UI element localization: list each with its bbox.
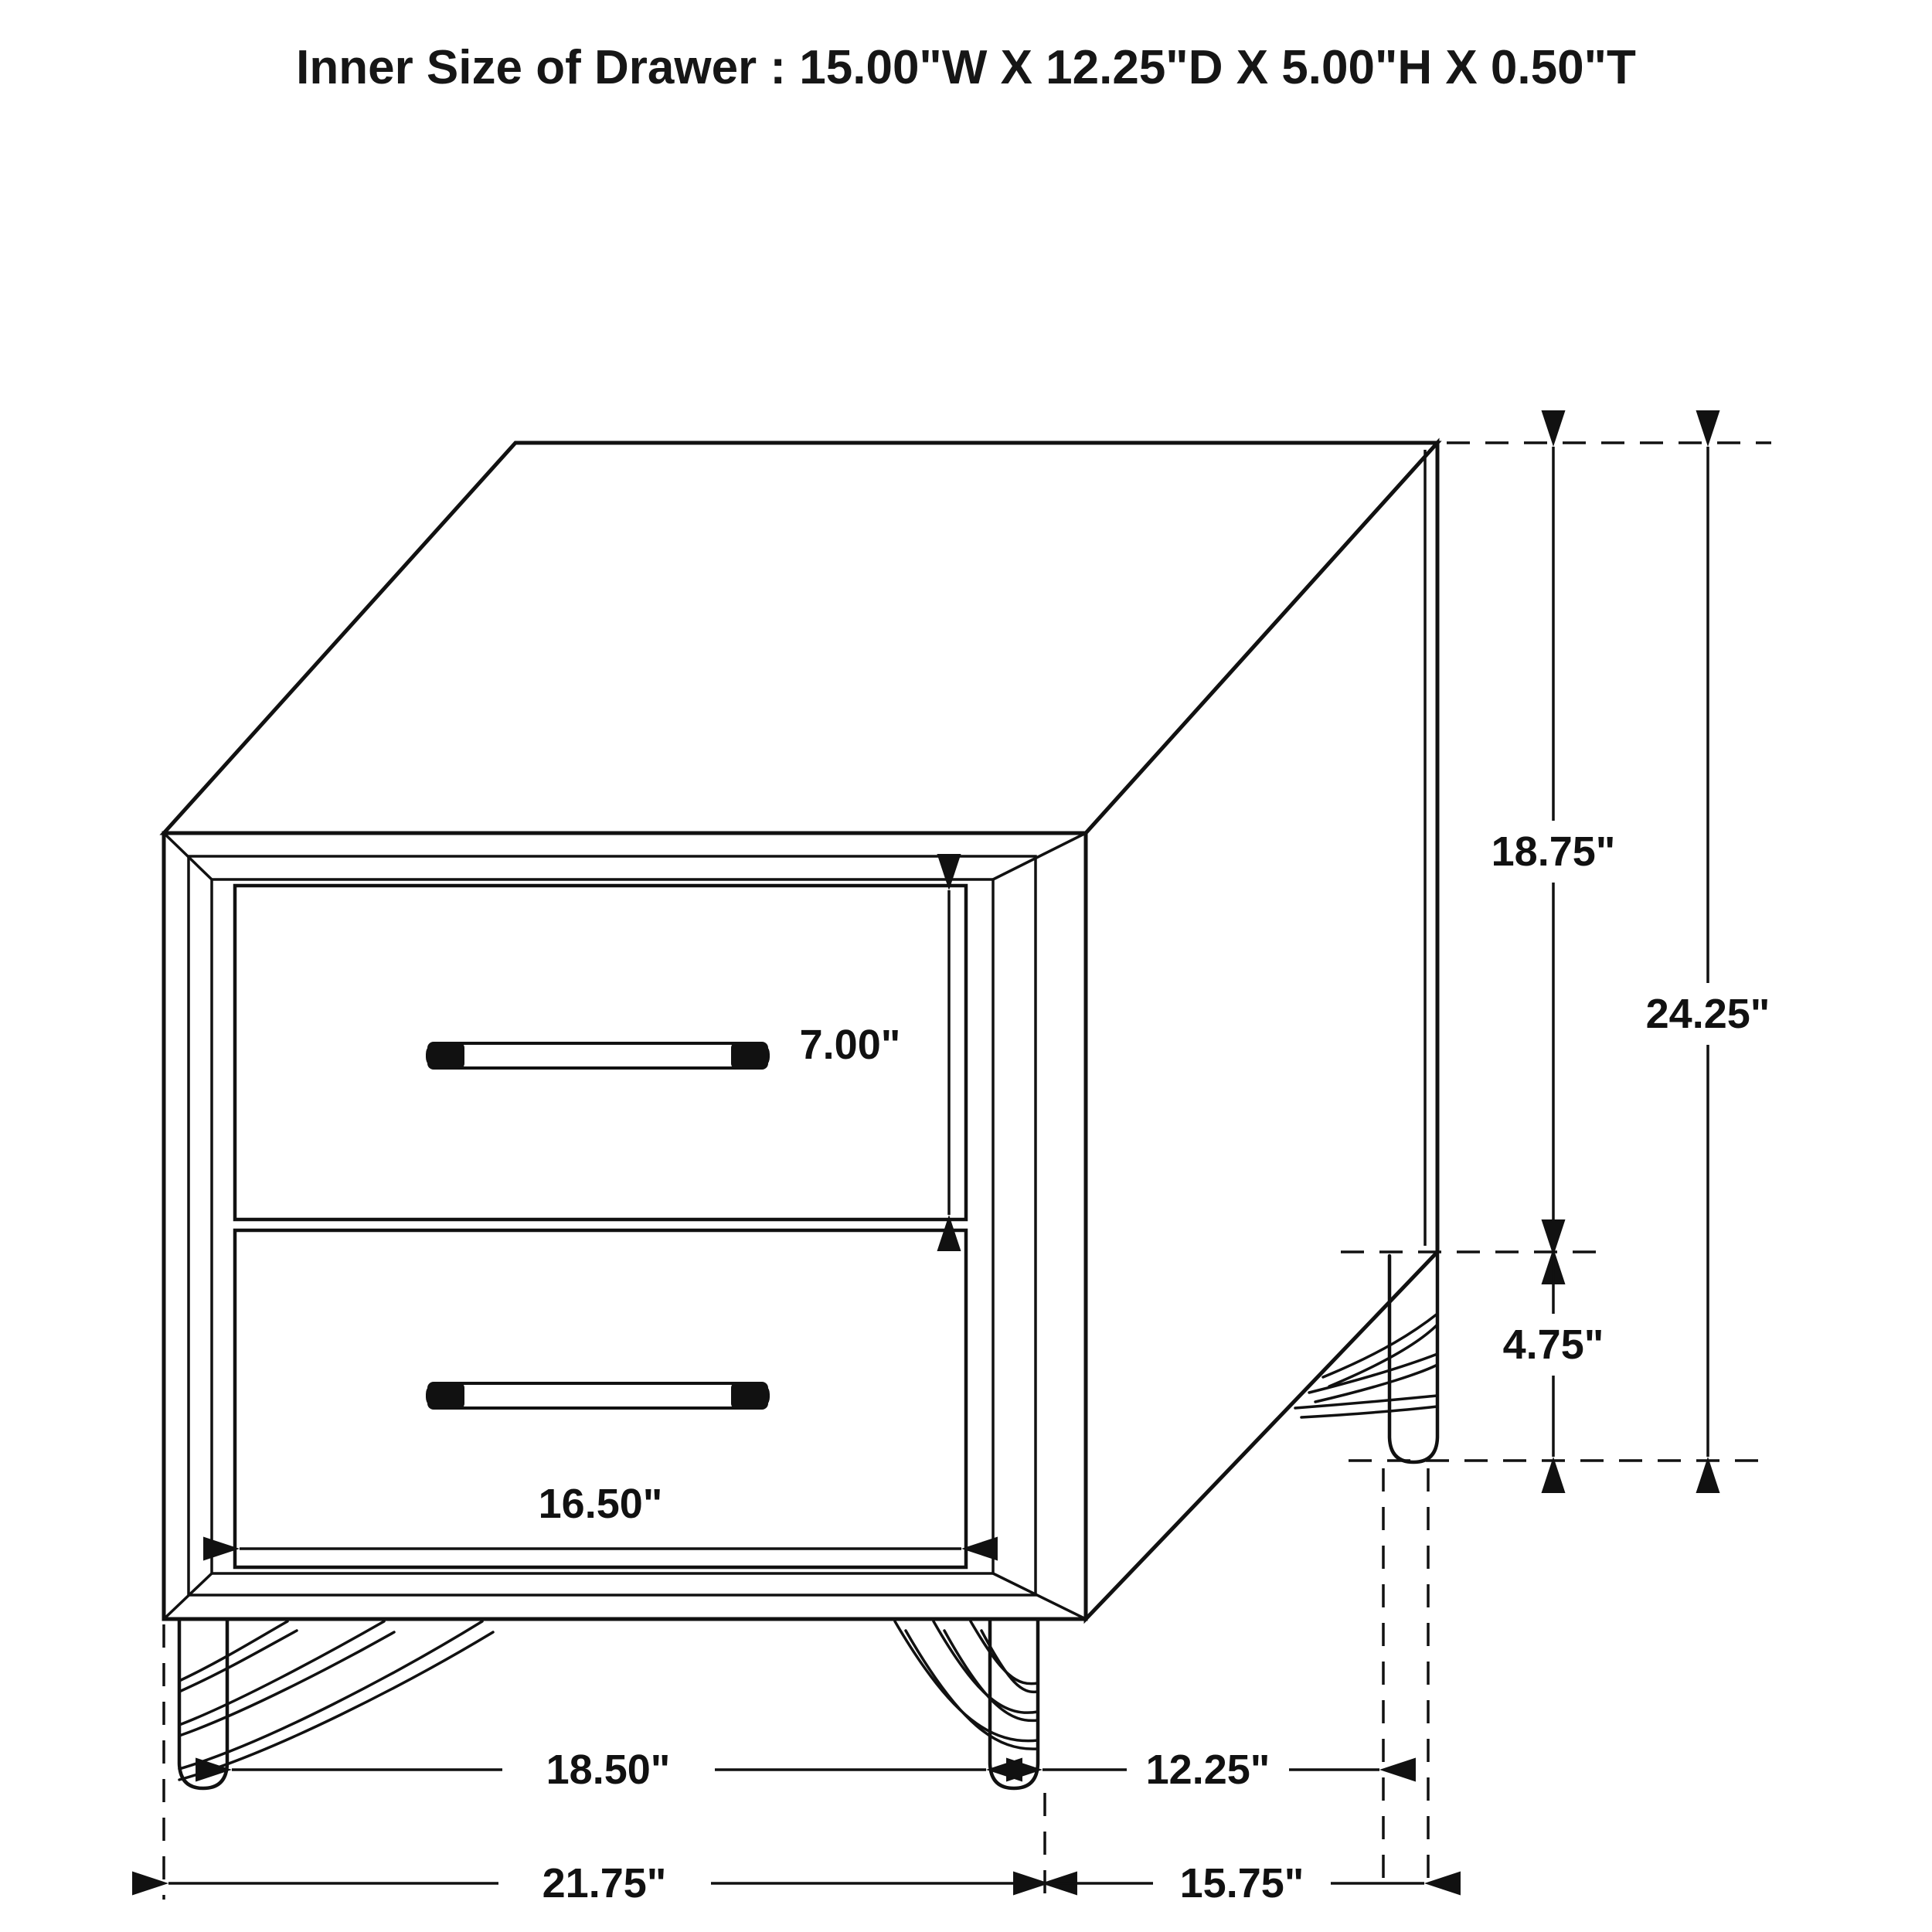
- dim-label-side-leg-span: 12.25": [1145, 1747, 1270, 1793]
- dimension-overall-depth: [1049, 1860, 1424, 1906]
- dim-label-case-height: 18.75": [1491, 828, 1616, 875]
- dimension-overall-width: [168, 1860, 1041, 1906]
- dimension-front-leg-span: [232, 1747, 986, 1793]
- dimension-leg-height: [1503, 1256, 1604, 1457]
- drawer-top-handle-icon: [427, 1042, 768, 1070]
- drawer-bottom-handle-icon: [427, 1382, 768, 1410]
- dimension-overall-height: [1646, 447, 1770, 1457]
- front-right-leg: [895, 1621, 1038, 1788]
- dimension-side-leg-span: [1043, 1747, 1379, 1793]
- dim-label-front-leg-span: 18.50": [546, 1747, 671, 1793]
- dim-label-overall-depth: 15.75": [1179, 1860, 1304, 1906]
- dim-label-leg-height: 4.75": [1502, 1321, 1604, 1368]
- dim-label-overall-width: 21.75": [542, 1860, 667, 1906]
- front-right-leg-rattan-wrap-icon: [895, 1621, 1038, 1749]
- diagram-title: Inner Size of Drawer : 15.00"W X 12.25"D X 5.00"H X 0.50"T: [296, 41, 1636, 94]
- dimension-case-height: [1492, 447, 1616, 1248]
- dim-label-overall-height: 24.25": [1645, 991, 1770, 1037]
- dim-label-drawer-height: 7.00": [799, 1022, 901, 1068]
- front-left-leg: [179, 1621, 493, 1788]
- dim-label-drawer-width: 16.50": [538, 1481, 663, 1527]
